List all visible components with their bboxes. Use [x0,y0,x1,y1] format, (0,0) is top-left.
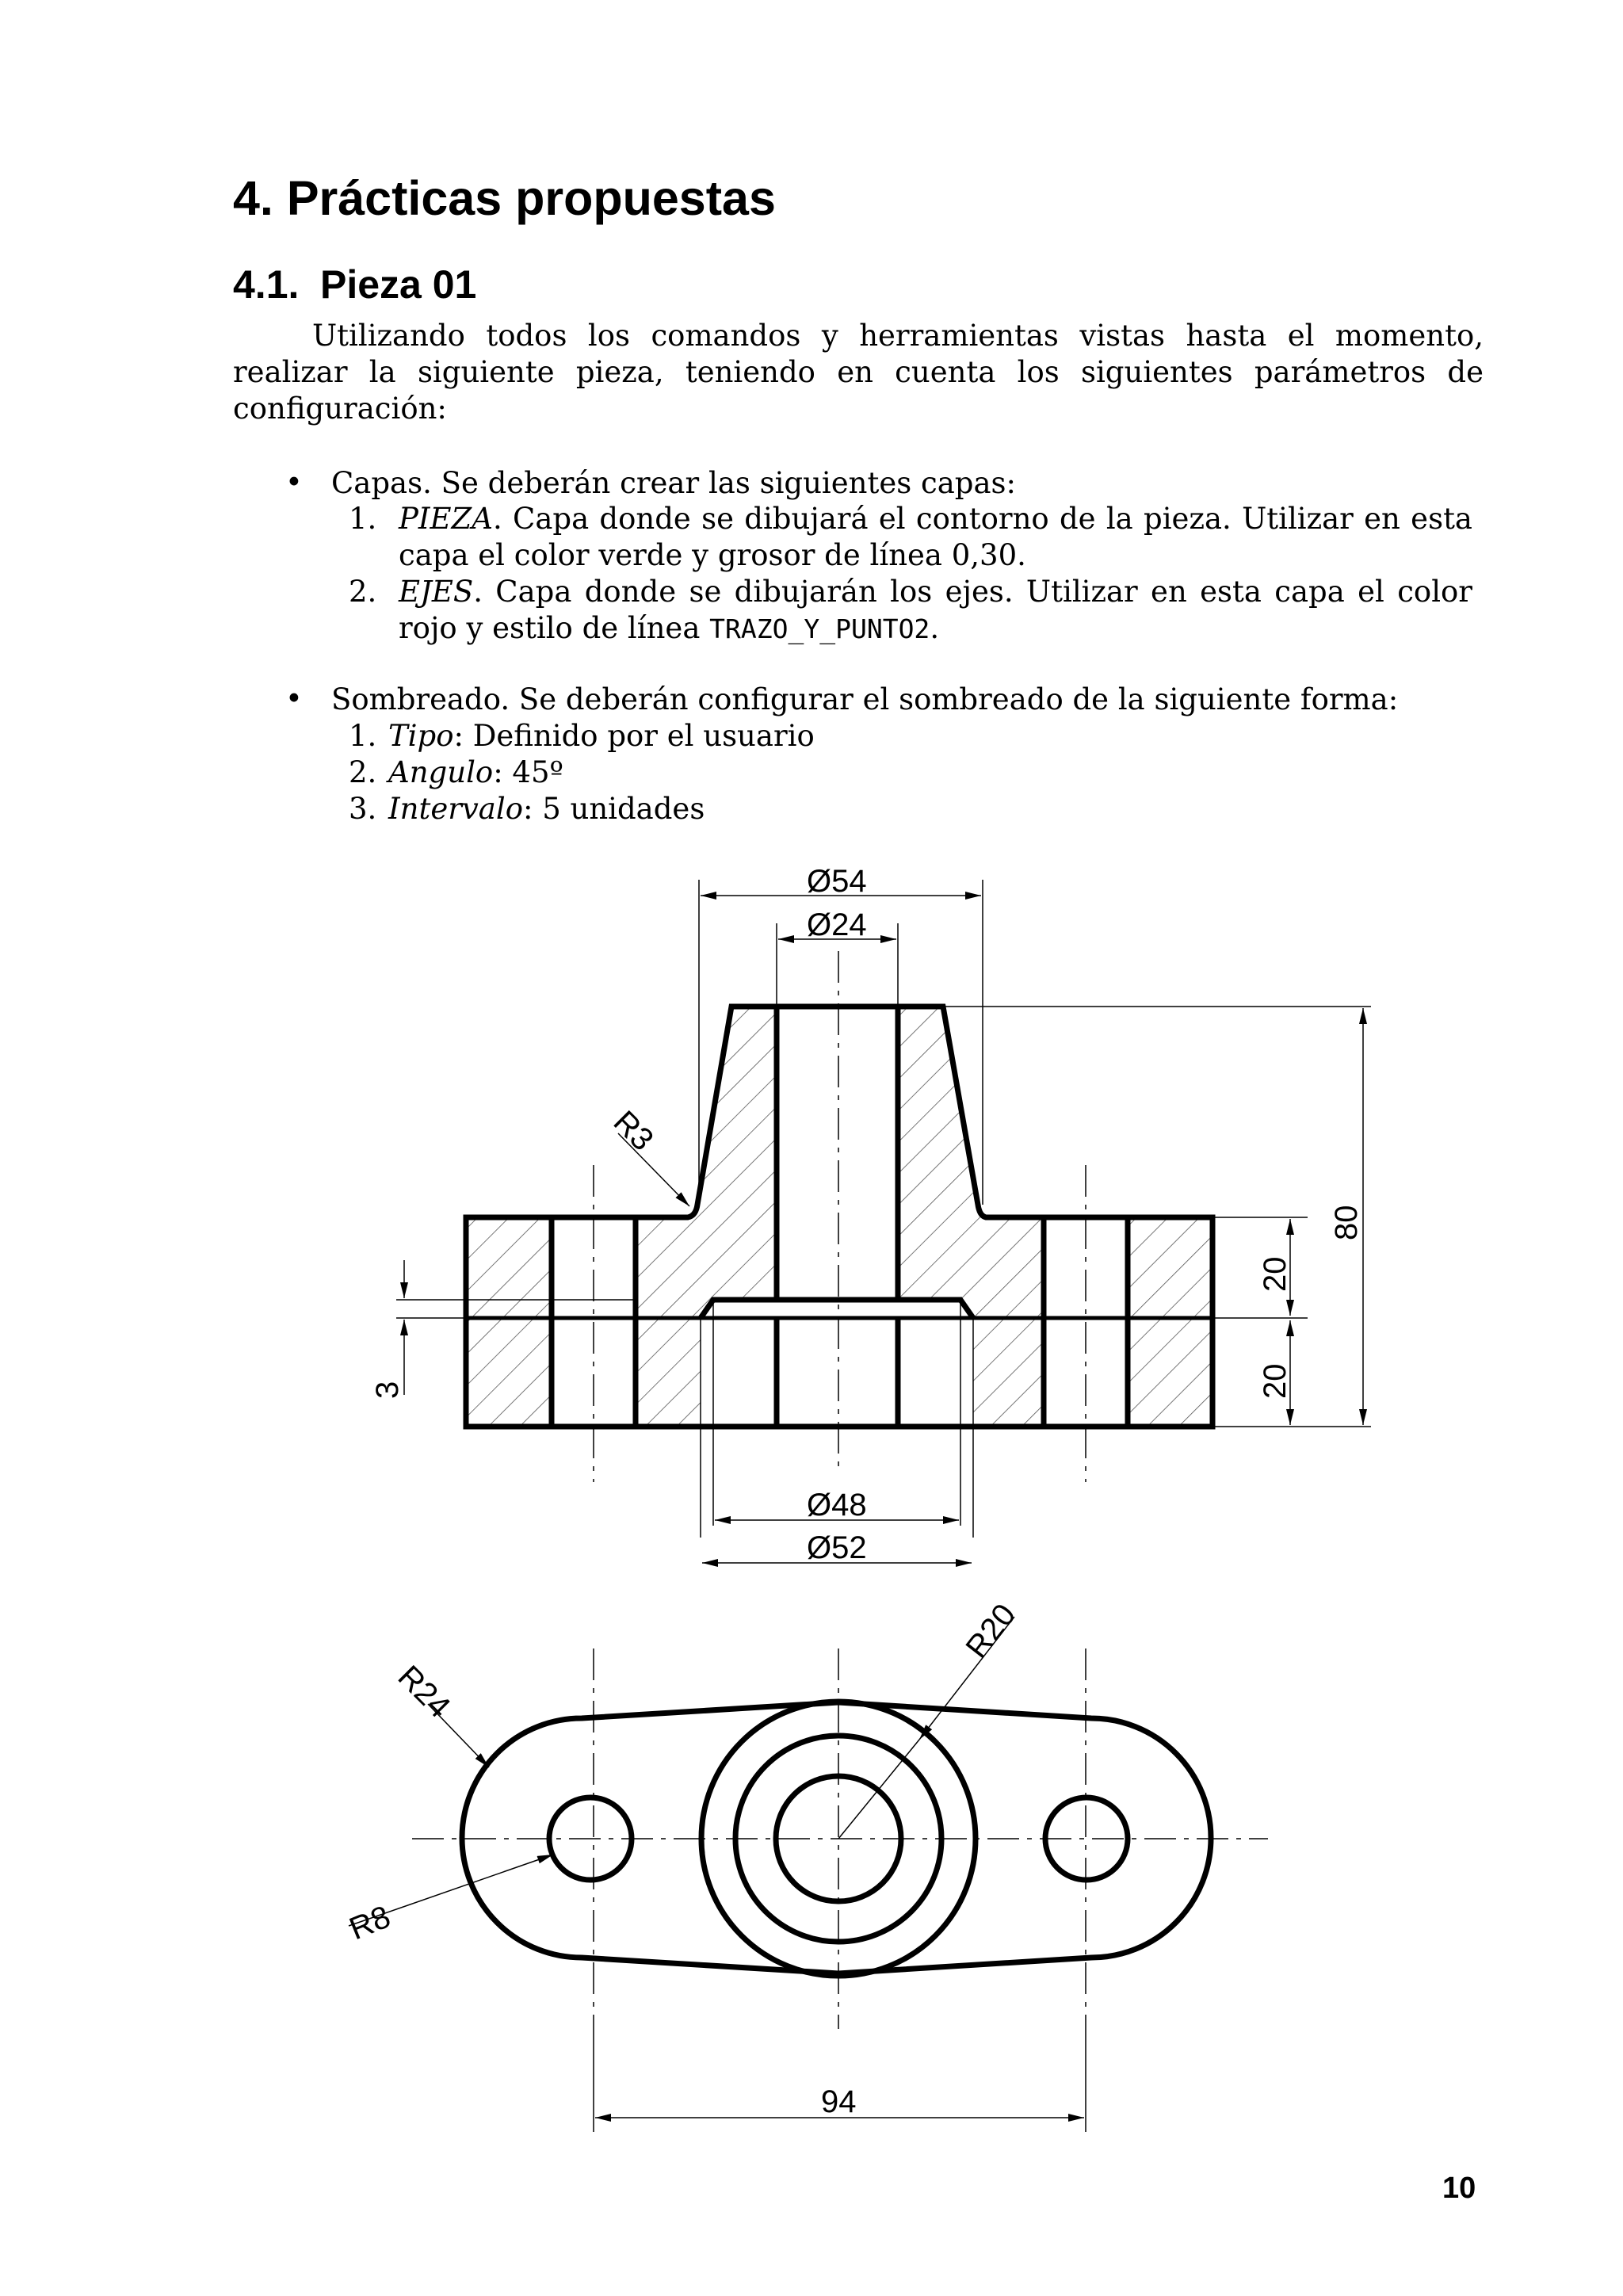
section-title: 4. Prácticas propuestas [233,171,776,225]
dim-r3: R3 [606,1104,660,1158]
item-text: : 5 unidades [522,792,705,826]
item-name: Tipo [388,719,454,753]
dim-r8: R8 [344,1899,395,1947]
dim-r24: R24 [391,1659,457,1725]
item-text: . Capa donde se dibujará el contorno de la pieza. Utilizar en esta [492,502,1472,536]
item-name: Intervalo [388,792,523,826]
dim-d24: Ø24 [807,907,867,942]
item-number: 1. [349,719,377,753]
subsection-number: 4.1. [233,262,300,307]
front-view [466,1007,1212,1427]
dim-h20-top: 20 [1258,1256,1293,1292]
subsection-title: Pieza 01 [320,262,477,307]
linetype-code: TRAZO_Y_PUNTO2 [709,613,930,644]
bullet-symbol: • [285,465,303,499]
dim-t3: 3 [370,1381,405,1399]
item-number: 3. [349,792,377,826]
item-text: . Capa donde se dibujarán los ejes. Utilizar en esta capa el color [473,575,1472,609]
bullet-text: Capas. Se deberán crear las siguientes capas: [331,466,1016,500]
item-text: : 45º [493,755,563,789]
item-text-end: . [930,611,940,645]
item-name: Angulo [388,755,494,789]
dim-h80: 80 [1329,1205,1364,1240]
top-view-dimensions [349,1617,1086,2132]
dim-d52: Ø52 [807,1530,867,1565]
dim-r20: R20 [959,1597,1023,1665]
item-name: EJES [399,575,474,609]
item-text: : Definido por el usuario [453,719,815,753]
page-number: 10 [1442,2172,1476,2205]
intro-line-3: configuración: [233,392,447,426]
item-number: 1. [349,502,377,536]
bullet-symbol: • [285,682,303,716]
item-name: PIEZA [399,502,493,536]
item-number: 2. [349,755,377,789]
dim-h20-bottom: 20 [1258,1363,1293,1399]
item-number: 2. [349,575,377,609]
dim-d48: Ø48 [807,1488,867,1522]
intro-line-1: Utilizando todos los comandos y herramientas vistas hasta el momento, [312,319,1484,353]
item-text-cont: rojo y estilo de línea [399,611,710,645]
item-text-cont: capa el color verde y grosor de línea 0,30. [399,538,1026,572]
dim-d54: Ø54 [807,864,867,899]
intro-line-2: realizar la siguiente pieza, teniendo en cuenta los siguientes parámetros de [233,355,1484,389]
bullet-text: Sombreado. Se deberán configurar el sombreado de la siguiente forma: [331,682,1399,716]
dim-w94: 94 [821,2084,857,2119]
